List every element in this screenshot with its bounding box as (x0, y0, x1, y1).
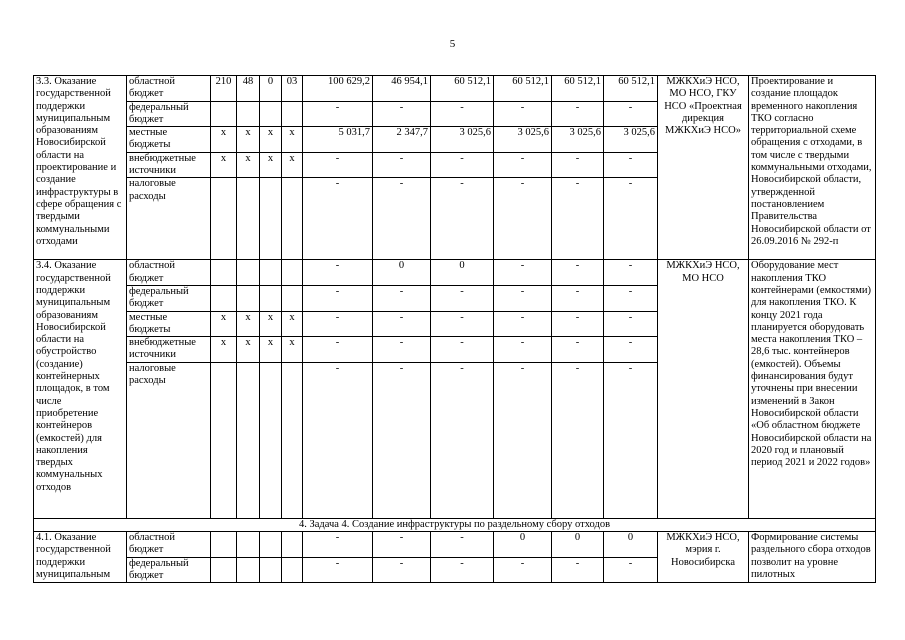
code-cell: x (211, 152, 237, 178)
value-cell: - (431, 337, 494, 363)
code-cell: 03 (282, 76, 303, 102)
value-cell: - (303, 178, 373, 260)
value-cell: - (303, 362, 373, 518)
value-cell: - (431, 311, 494, 337)
code-cell (260, 178, 282, 260)
value-cell: - (431, 152, 494, 178)
code-cell (282, 101, 303, 127)
code-cell: x (282, 311, 303, 337)
value-cell: - (604, 101, 658, 127)
value-cell: - (303, 557, 373, 583)
code-cell (237, 285, 260, 311)
code-cell (237, 260, 260, 286)
value-cell: - (373, 337, 431, 363)
value-cell: 5 031,7 (303, 127, 373, 153)
code-cell: 210 (211, 76, 237, 102)
code-cell: x (282, 337, 303, 363)
value-cell: 0 (552, 532, 604, 558)
value-cell: 3 025,6 (552, 127, 604, 153)
value-cell: - (303, 311, 373, 337)
table-row (34, 532, 876, 558)
code-cell: x (237, 311, 260, 337)
code-cell (211, 260, 237, 286)
code-cell (260, 362, 282, 518)
measure-name: 3.3. Оказание государственной поддержки муниципальным образованиям Новосибирской области на проектирование и создание инфраструктуры в сфере обращения с твердыми коммунальными отходами (34, 76, 127, 260)
value-cell: - (431, 557, 494, 583)
code-cell (237, 362, 260, 518)
measure-name: 4.1. Оказание государственной поддержки муниципальным (34, 532, 127, 583)
code-cell (211, 285, 237, 311)
table-row (34, 76, 876, 102)
value-cell: - (303, 260, 373, 286)
value-cell: - (431, 532, 494, 558)
finance-source: местные бюджеты (127, 127, 211, 153)
code-cell: x (260, 127, 282, 153)
finance-source: налоговые расходы (127, 178, 211, 260)
value-cell: - (431, 101, 494, 127)
code-cell (282, 285, 303, 311)
value-cell: - (604, 178, 658, 260)
code-cell: x (237, 152, 260, 178)
value-cell: 0 (431, 260, 494, 286)
value-cell: - (373, 532, 431, 558)
code-cell: 0 (260, 76, 282, 102)
value-cell: 60 512,1 (552, 76, 604, 102)
value-cell: - (431, 178, 494, 260)
code-cell (211, 362, 237, 518)
value-cell: - (494, 362, 552, 518)
code-cell: x (211, 337, 237, 363)
finance-source: внебюджетные источники (127, 337, 211, 363)
value-cell: 100 629,2 (303, 76, 373, 102)
value-cell: - (373, 311, 431, 337)
value-cell: 0 (494, 532, 552, 558)
value-cell: - (604, 557, 658, 583)
code-cell (237, 557, 260, 583)
code-cell (282, 557, 303, 583)
value-cell: - (303, 337, 373, 363)
code-cell (237, 101, 260, 127)
finance-source: областной бюджет (127, 260, 211, 286)
value-cell: 3 025,6 (494, 127, 552, 153)
value-cell: 60 512,1 (604, 76, 658, 102)
budget-table (33, 75, 876, 583)
finance-source: федеральный бюджет (127, 101, 211, 127)
value-cell: - (303, 152, 373, 178)
value-cell: 46 954,1 (373, 76, 431, 102)
value-cell: - (373, 152, 431, 178)
value-cell: - (373, 285, 431, 311)
executor: МЖКХиЭ НСО, МО НСО (658, 260, 749, 518)
code-cell: x (211, 311, 237, 337)
value-cell: - (373, 362, 431, 518)
value-cell: - (431, 285, 494, 311)
value-cell: - (303, 285, 373, 311)
expected-result: Проектирование и создание площадок временного накопления ТКО согласно территориальной схеме обращения с отходами, в том числе с твердыми коммунальными отходами, Новосибирской области, утвержденной постановлением Правительства Новосибирской области от 26.09.2016 № 292-п (749, 76, 876, 260)
value-cell: - (552, 260, 604, 286)
finance-source: местные бюджеты (127, 311, 211, 337)
expected-result: Формирование системы раздельного сбора отходов позволит на уровне пилотных (749, 532, 876, 583)
value-cell: - (552, 101, 604, 127)
value-cell: - (552, 337, 604, 363)
code-cell (260, 557, 282, 583)
expected-result: Оборудование мест накопления ТКО контейнерами (емкостями) для накопления ТКО. К концу 2021 года планируется оборудовать места накопления ТКО – 28,6 тыс. контейнеров (емкостей). Объемы финансирования будут уточнены при внесении изменений в Закон Новосибирской области «Об областном бюджете Новосибирской области на 2020 год и плановый период 2021 и 2022 годов» (749, 260, 876, 518)
value-cell: 60 512,1 (494, 76, 552, 102)
value-cell: - (494, 311, 552, 337)
finance-source: федеральный бюджет (127, 557, 211, 583)
value-cell: 2 347,7 (373, 127, 431, 153)
code-cell (211, 101, 237, 127)
code-cell (282, 362, 303, 518)
measure-name: 3.4. Оказание государственной поддержки муниципальным образованиям Новосибирской области на обустройство (создание) контейнерных площадок, в том числе приобретение контейнеров (емкостей) для накопления твердых коммунальных отходов (34, 260, 127, 518)
value-cell: - (494, 557, 552, 583)
value-cell: - (494, 178, 552, 260)
table-row (34, 260, 876, 286)
code-cell (211, 532, 237, 558)
value-cell: - (494, 260, 552, 286)
code-cell (211, 178, 237, 260)
code-cell (260, 101, 282, 127)
value-cell: - (303, 101, 373, 127)
finance-source: налоговые расходы (127, 362, 211, 518)
page-number: 5 (449, 38, 456, 50)
value-cell: - (373, 557, 431, 583)
value-cell: 0 (373, 260, 431, 286)
executor: МЖКХиЭ НСО, МО НСО, ГКУ НСО «Проектная дирекция МЖКХиЭ НСО» (658, 76, 749, 260)
value-cell: - (604, 311, 658, 337)
value-cell: - (494, 285, 552, 311)
code-cell: x (237, 337, 260, 363)
value-cell: - (552, 557, 604, 583)
value-cell: - (494, 152, 552, 178)
value-cell: - (604, 285, 658, 311)
value-cell: - (494, 337, 552, 363)
value-cell: - (552, 311, 604, 337)
code-cell (260, 285, 282, 311)
value-cell: - (373, 101, 431, 127)
code-cell (282, 532, 303, 558)
value-cell: - (604, 337, 658, 363)
code-cell: x (211, 127, 237, 153)
code-cell (260, 260, 282, 286)
value-cell: - (552, 152, 604, 178)
code-cell (282, 178, 303, 260)
code-cell: x (260, 152, 282, 178)
finance-source: внебюджетные источники (127, 152, 211, 178)
value-cell: 3 025,6 (431, 127, 494, 153)
value-cell: - (604, 260, 658, 286)
code-cell: 48 (237, 76, 260, 102)
code-cell: x (282, 127, 303, 153)
value-cell: - (552, 178, 604, 260)
code-cell: x (260, 337, 282, 363)
code-cell: x (260, 311, 282, 337)
value-cell: - (604, 362, 658, 518)
code-cell (237, 178, 260, 260)
finance-source: областной бюджет (127, 532, 211, 558)
value-cell: - (373, 178, 431, 260)
value-cell: 0 (604, 532, 658, 558)
code-cell (211, 557, 237, 583)
value-cell: - (494, 101, 552, 127)
value-cell: - (552, 285, 604, 311)
value-cell: - (604, 152, 658, 178)
code-cell (260, 532, 282, 558)
task-header: 4. Задача 4. Создание инфраструктуры по раздельному сбору отходов (34, 518, 876, 531)
executor: МЖКХиЭ НСО, мэрия г. Новосибирска (658, 532, 749, 583)
finance-source: федеральный бюджет (127, 285, 211, 311)
value-cell: 3 025,6 (604, 127, 658, 153)
code-cell (237, 532, 260, 558)
code-cell: x (282, 152, 303, 178)
code-cell: x (237, 127, 260, 153)
table-row (34, 518, 876, 531)
value-cell: 60 512,1 (431, 76, 494, 102)
value-cell: - (552, 362, 604, 518)
value-cell: - (303, 532, 373, 558)
finance-source: областной бюджет (127, 76, 211, 102)
code-cell (282, 260, 303, 286)
value-cell: - (431, 362, 494, 518)
